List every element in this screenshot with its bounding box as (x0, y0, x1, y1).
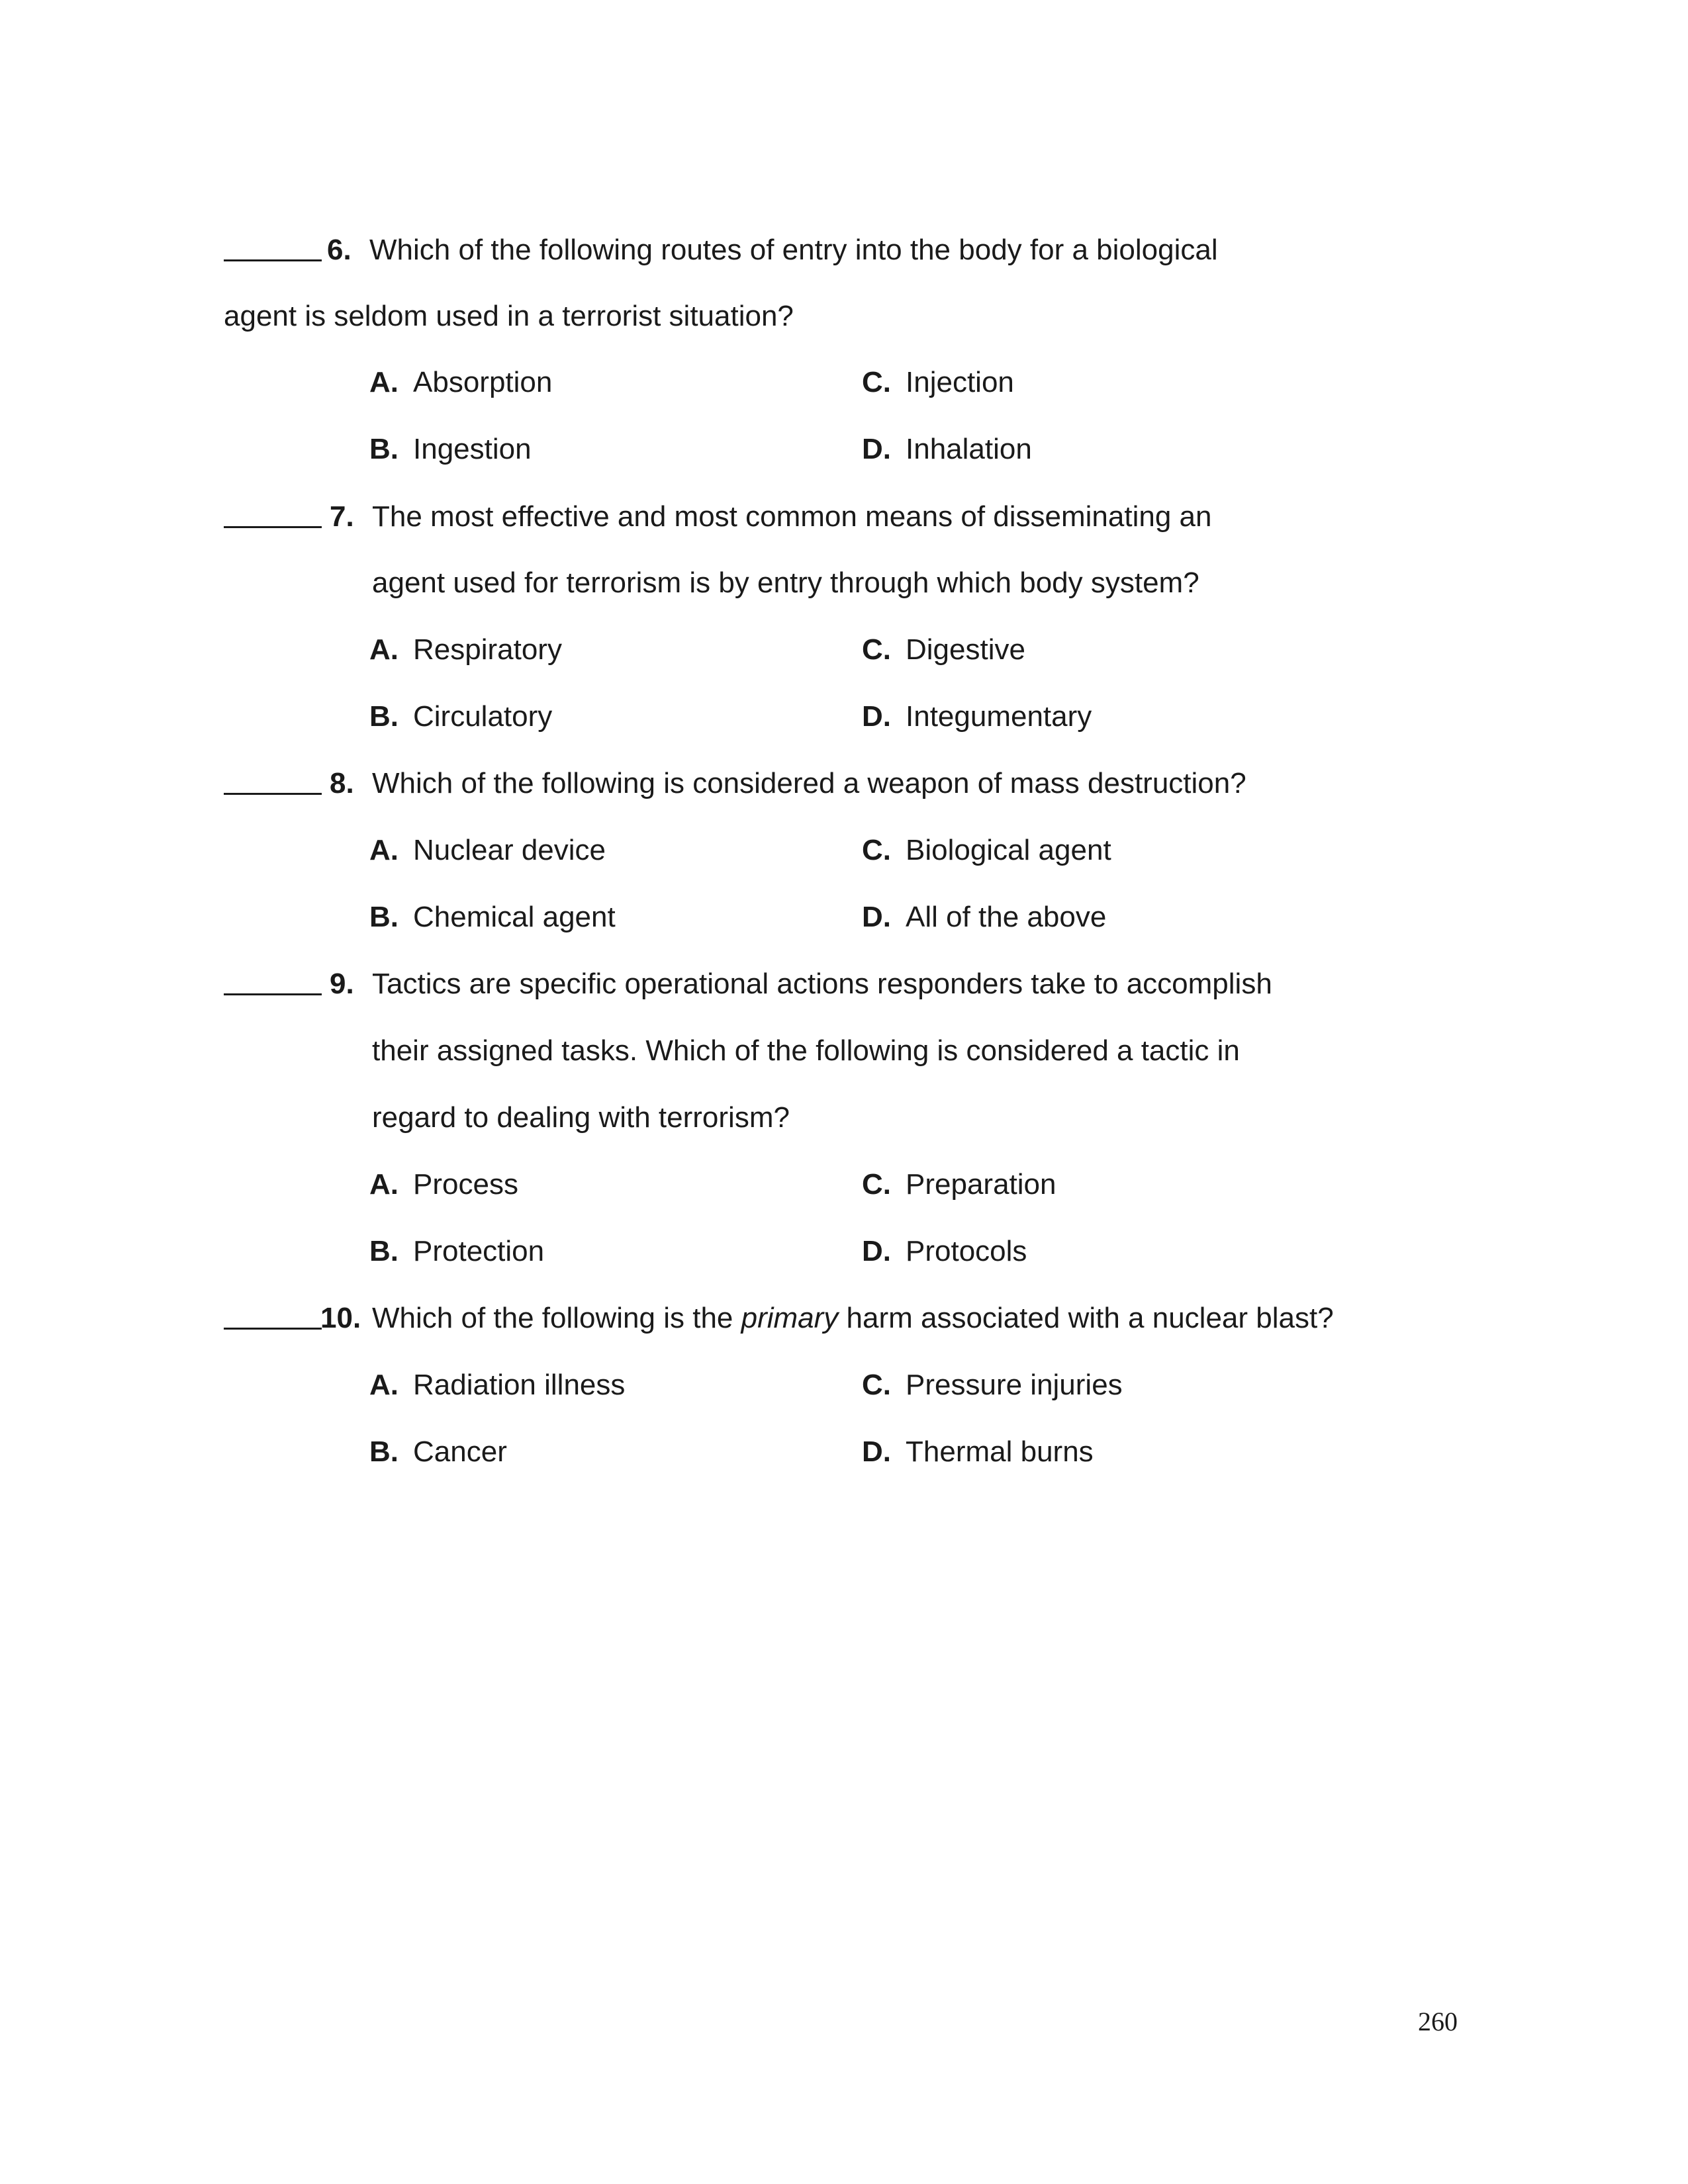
option-letter: A. (369, 1369, 399, 1401)
option-text: Inhalation (906, 433, 1032, 465)
answer-blank-q6[interactable] (224, 259, 322, 261)
question-text-10-before: Which of the following is the (372, 1302, 741, 1334)
answer-blank-q7[interactable] (224, 526, 322, 528)
option-6a (369, 364, 552, 401)
option-text: Thermal burns (906, 1435, 1094, 1468)
question-text-9-line1: Tactics are specific operational actions responders take to accomplish (372, 968, 1272, 1000)
option-10b (369, 1433, 507, 1471)
option-text: Ingestion (413, 433, 532, 465)
option-text: Cancer (413, 1435, 507, 1468)
question-text-8-line1: Which of the following is considered a weapon of mass destruction? (372, 767, 1246, 799)
option-letter: B. (369, 1235, 399, 1267)
option-text: Integumentary (906, 700, 1092, 733)
option-7b (369, 698, 552, 735)
question-text-10-after: harm associated with a nuclear blast? (838, 1302, 1334, 1334)
option-letter: A. (369, 1168, 399, 1201)
option-6c (862, 364, 1014, 401)
option-text: All of the above (906, 901, 1107, 933)
option-9b (369, 1233, 544, 1270)
option-7d (862, 698, 1092, 735)
option-9d (862, 1233, 1027, 1270)
question-text-10-emphasis: primary (741, 1302, 839, 1334)
question-text-6-line2: agent is seldom used in a terrorist situation? (224, 300, 794, 332)
option-text: Circulatory (413, 700, 553, 733)
option-letter: B. (369, 1435, 399, 1468)
question-number-8: 8. (330, 767, 354, 799)
option-letter: B. (369, 433, 399, 465)
option-letter: D. (862, 1235, 891, 1267)
option-6b (369, 431, 532, 468)
answer-blank-q10[interactable] (224, 1328, 322, 1330)
option-text: Respiratory (413, 633, 562, 666)
option-letter: C. (862, 366, 891, 398)
option-letter: C. (862, 633, 891, 666)
option-9a (369, 1166, 518, 1203)
option-8b (369, 899, 616, 936)
question-number-9: 9. (330, 968, 354, 1000)
option-letter: D. (862, 700, 891, 733)
option-letter: C. (862, 1369, 891, 1401)
option-text: Preparation (906, 1168, 1056, 1201)
option-letter: A. (369, 834, 399, 866)
option-letter: B. (369, 700, 399, 733)
option-text: Protocols (906, 1235, 1027, 1267)
option-text: Radiation illness (413, 1369, 626, 1401)
option-letter: B. (369, 901, 399, 933)
option-text: Chemical agent (413, 901, 616, 933)
option-text: Injection (906, 366, 1014, 398)
option-10d (862, 1433, 1094, 1471)
option-letter: D. (862, 901, 891, 933)
question-text-7-line2: agent used for terrorism is by entry through which body system? (372, 567, 1199, 599)
option-7c (862, 631, 1025, 668)
question-number-6: 6. (327, 234, 352, 266)
option-text: Digestive (906, 633, 1025, 666)
question-text-9-line3: regard to dealing with terrorism? (372, 1101, 790, 1134)
option-10a (369, 1367, 625, 1404)
question-text-6-line1: Which of the following routes of entry into the body for a biological (369, 234, 1218, 266)
option-10c (862, 1367, 1123, 1404)
question-text-10 (372, 1300, 1334, 1337)
option-9c (862, 1166, 1056, 1203)
option-text: Nuclear device (413, 834, 606, 866)
question-number-7: 7. (330, 500, 354, 533)
option-8a (369, 832, 606, 869)
question-text-9-line2: their assigned tasks. Which of the following is considered a tactic in (372, 1034, 1240, 1067)
option-letter: D. (862, 1435, 891, 1468)
option-letter: A. (369, 633, 399, 666)
option-letter: D. (862, 433, 891, 465)
option-text: Biological agent (906, 834, 1111, 866)
option-8d (862, 899, 1106, 936)
answer-blank-q9[interactable] (224, 993, 322, 995)
option-letter: C. (862, 1168, 891, 1201)
option-6d (862, 431, 1032, 468)
option-letter: A. (369, 366, 399, 398)
option-text: Pressure injuries (906, 1369, 1123, 1401)
page-number: 260 (1418, 2007, 1458, 2036)
option-7a (369, 631, 562, 668)
option-letter: C. (862, 834, 891, 866)
question-number-10: 10. (320, 1302, 361, 1334)
option-8c (862, 832, 1111, 869)
option-text: Process (413, 1168, 518, 1201)
answer-blank-q8[interactable] (224, 793, 322, 795)
option-text: Protection (413, 1235, 545, 1267)
question-text-7-line1: The most effective and most common means of disseminating an (372, 500, 1212, 533)
option-text: Absorption (413, 366, 553, 398)
